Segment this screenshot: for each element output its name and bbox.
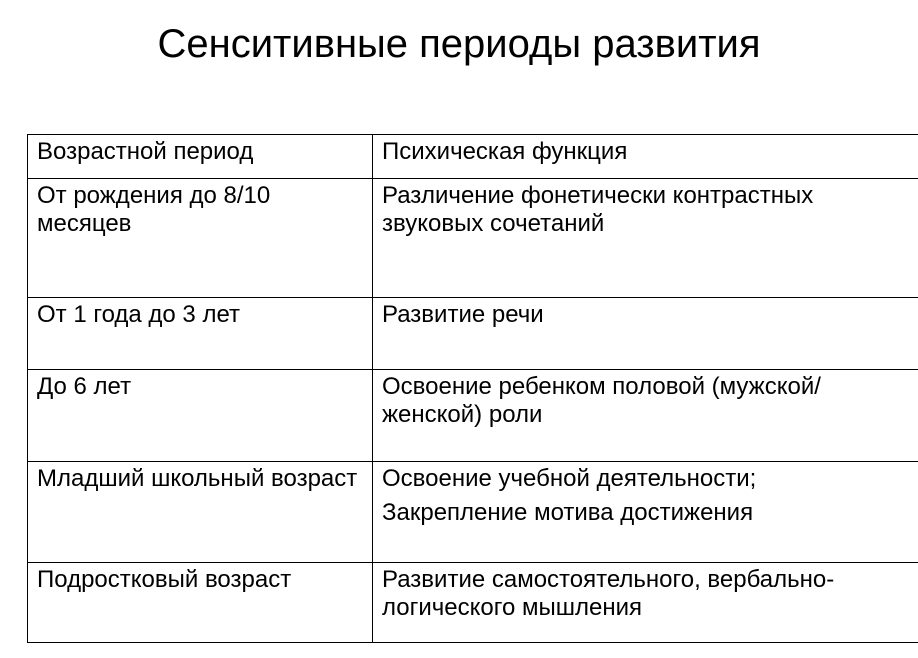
- table-row: [28, 298, 918, 370]
- function-cell: [373, 370, 918, 462]
- function-text: Различение фонетически контрастных звуковых сочетаний: [382, 182, 814, 237]
- function-cell: [373, 179, 918, 298]
- function-text: Развитие самостоятельного, вербально-логического мышления: [382, 566, 835, 621]
- function-cell: [373, 298, 918, 370]
- function-text: Освоение ребенком половой (мужской/женской) роли: [382, 373, 821, 428]
- period-cell: От рождения до 8/10 месяцев: [28, 179, 373, 298]
- table-header-row: [28, 135, 918, 179]
- table-row: [28, 462, 918, 563]
- function-text: Закрепление мотива достижения: [382, 499, 754, 526]
- function-cell: [373, 563, 918, 643]
- header-cell-mental-function: Психическая функция: [373, 135, 918, 179]
- period-cell: Подростковый возраст: [28, 563, 373, 643]
- table-row: [28, 179, 918, 298]
- function-cell: [373, 462, 918, 563]
- period-cell: До 6 лет: [28, 370, 373, 462]
- header-cell-age-period: Возрастной период: [28, 135, 373, 179]
- sensitive-periods-table: [27, 134, 918, 643]
- table-row: [28, 563, 918, 643]
- function-text: Освоение учебной деятельности;: [382, 465, 757, 492]
- page-title: Сенситивные периоды развития: [157, 22, 761, 66]
- table-row: [28, 370, 918, 462]
- period-cell: От 1 года до 3 лет: [28, 298, 373, 370]
- function-text: Развитие речи: [382, 301, 544, 328]
- period-cell: Младший школьный возраст: [28, 462, 373, 563]
